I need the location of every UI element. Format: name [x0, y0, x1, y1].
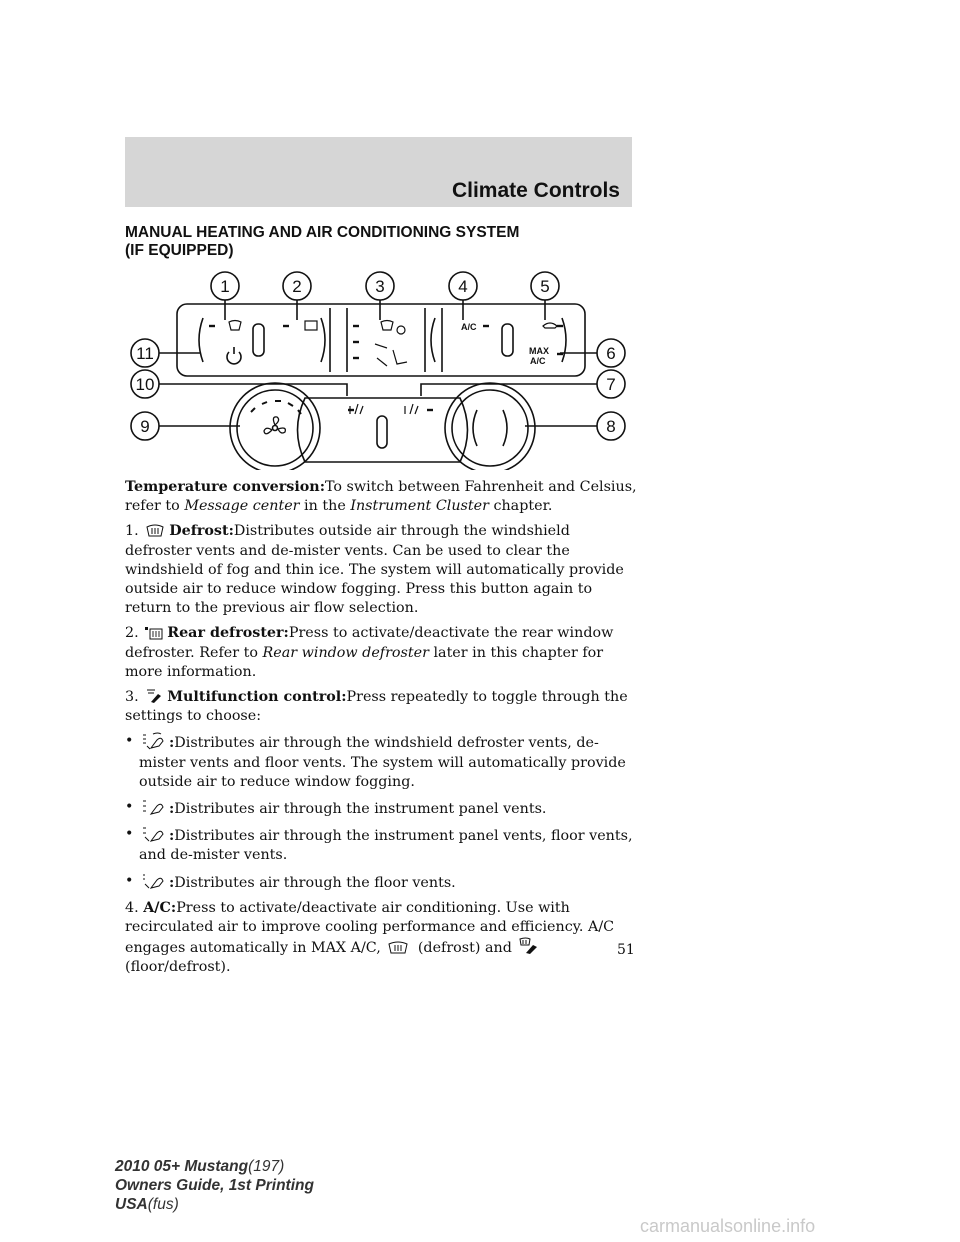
- recirculation-icon: [543, 323, 557, 328]
- section-header-title: Climate Controls: [451, 179, 620, 202]
- defrost-icon: [145, 524, 165, 538]
- seat-heat-rocker: [377, 416, 387, 448]
- defrost-icon: [387, 941, 409, 955]
- upper-control-panel: [177, 304, 585, 376]
- panel-floor-mode-icon: [141, 825, 165, 843]
- max-button-label: MAX: [529, 346, 549, 356]
- item-2-rear-defroster: 2. Rear defroster:Press to activate/deactivate the rear window defroster. Refer to Rear window defroster later in this chapter for more information.: [125, 625, 614, 680]
- section-title-line1: MANUAL HEATING AND AIR CONDITIONING SYSTEM: [125, 224, 520, 241]
- callout-label-3: 3: [375, 277, 385, 296]
- climate-control-panel-diagram: [125, 270, 632, 470]
- callout-label-6: 6: [606, 344, 616, 363]
- callout-label-7: 7: [606, 375, 616, 394]
- section-title-line2: (IF EQUIPPED): [125, 242, 234, 259]
- callout-label-11: 11: [136, 344, 154, 363]
- passenger-seat-heat-icon: [405, 404, 418, 414]
- power-icon: [227, 347, 241, 364]
- item-4-ac: 4. A/C:Press to activate/deactivate air conditioning. Use with recirculated air to improve cooling performance and efficiency. A/C engages automatically in MAX A/C, (defrost) and (floor/defrost).: [125, 899, 615, 976]
- temperature-conversion-label: Temperature conversion:: [125, 479, 325, 495]
- instrument-cluster-reference: Instrument Cluster: [350, 498, 489, 515]
- callout-label-1: 1: [220, 277, 230, 296]
- section-header-band: [125, 137, 632, 207]
- upper-left-rocker: [253, 324, 264, 356]
- list-item: • :Distributes air through the instrument panel vents, floor vents, and de-mister vents.: [125, 826, 633, 864]
- footer: 2010 05+ Mustang(197) Owners Guide, 1st Printing USA(fus): [115, 1158, 314, 1213]
- upper-right-rocker: [502, 324, 513, 356]
- multifunction-control-label: Multifunction control:: [167, 689, 347, 706]
- item-3-multifunction: 3. Multifunction control:Press repeatedly to toggle through the settings to choose:: [125, 689, 628, 725]
- occupant-head-icon: [397, 326, 405, 334]
- callout-label-8: 8: [606, 417, 616, 436]
- ac-label: A/C:: [143, 899, 177, 916]
- callout-label-9: 9: [140, 417, 150, 436]
- multifunction-defrost-icon: [381, 321, 393, 331]
- airflow-arrows-icon: [375, 344, 407, 366]
- message-center-reference: Message center: [184, 498, 300, 515]
- list-item: • :Distributes air through the windshield defroster vents, de-mister vents and floor vents. The system will automatically provide outside air to reduce window fogging.: [125, 733, 626, 790]
- defrost-label: Defrost:: [169, 523, 234, 540]
- fan-speed-knob: [230, 383, 320, 470]
- temperature-knob: [445, 383, 535, 470]
- seat-heat-panel: [298, 398, 468, 462]
- rear-defrost-icon: [305, 321, 317, 330]
- list-item: • :Distributes air through the floor vents.: [125, 872, 456, 891]
- rear-window-defroster-reference: Rear window defroster: [262, 644, 429, 661]
- multifunction-control-icon: [145, 688, 163, 704]
- callout-label-4: 4: [458, 277, 468, 296]
- list-item: • :Distributes air through the instrument panel vents.: [125, 799, 547, 818]
- callout-label-5: 5: [540, 277, 550, 296]
- callout-label-2: 2: [292, 277, 302, 296]
- floor-mode-icon: [141, 872, 165, 890]
- body-text: [125, 478, 640, 984]
- defrost-floor-mode-icon: [141, 732, 165, 750]
- section-title: [125, 224, 645, 260]
- temperature-conversion-paragraph: Temperature conversion:To switch between Fahrenheit and Celsius, refer to Message center in the Instrument Cluster chapter.: [125, 479, 637, 515]
- rear-defroster-label: Rear defroster:: [167, 625, 289, 642]
- panel-mode-icon: [141, 798, 165, 816]
- watermark: carmanualsonline.info: [640, 1216, 816, 1236]
- item-1-defrost: 1. Defrost:Distributes outside air through the windshield defroster vents and de-mister vents. Can be used to clear the windshield of fog and thin ice. The system will automatically provide outside air to reduce window fogging. Press this button again to return to the previous air flow selection.: [125, 523, 624, 617]
- max-ac-button-label: A/C: [530, 356, 546, 366]
- page-number: 51: [617, 942, 635, 958]
- callout-label-10: 10: [135, 375, 155, 394]
- defrost-icon: [229, 321, 241, 331]
- rear-defrost-icon: [145, 626, 163, 640]
- floor-defrost-icon: [518, 937, 540, 955]
- ac-button-label: A/C: [461, 322, 477, 332]
